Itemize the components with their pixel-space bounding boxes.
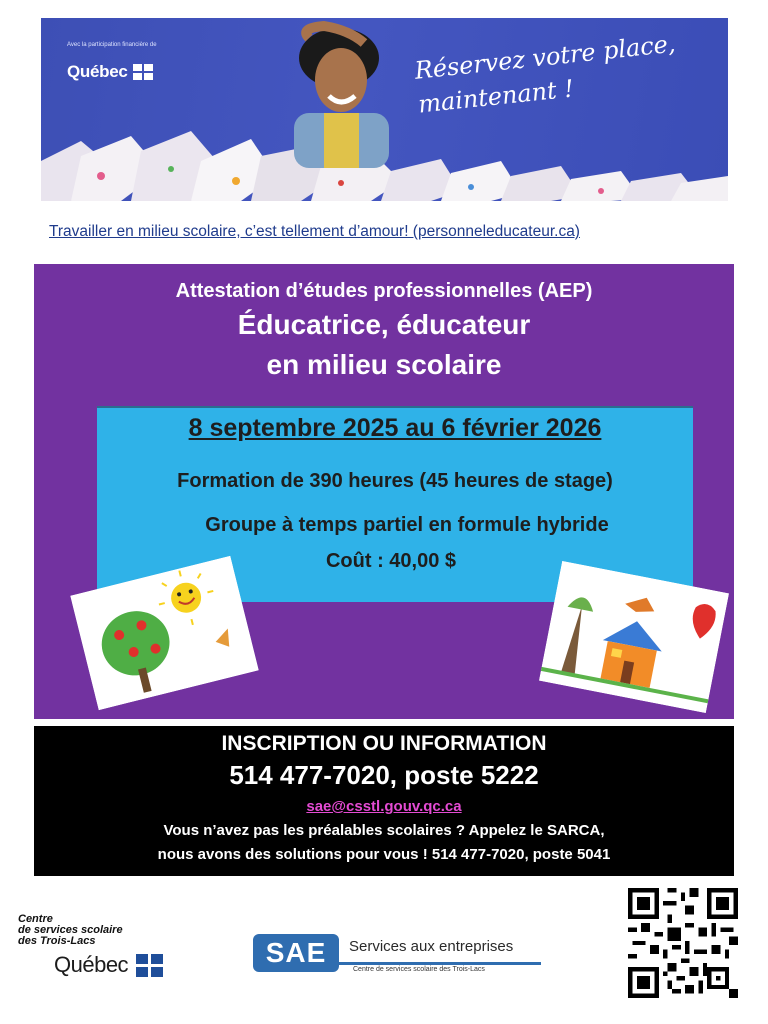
sae-swoosh [331, 962, 541, 965]
contact-phone[interactable]: 514 477-7020, poste 5222 [229, 760, 539, 790]
program-dates: 8 septembre 2025 au 6 février 2026 [188, 414, 602, 442]
program-hours: Formation de 390 heures (45 heures de stage) [177, 470, 613, 492]
sae-subtitle: Centre de services scolaire des Trois-Lacs [353, 966, 485, 973]
css-name-line-2: de services scolaire [18, 924, 123, 936]
quebec-wordmark: Québec [54, 952, 129, 977]
quebec-logo [67, 62, 153, 82]
contact-email-link[interactable]: sae@csstl.gouv.qc.ca [306, 798, 462, 815]
personnel-educateur-link[interactable]: Travailler en milieu scolaire, c’est tellement d’amour! (personneleducateur.ca) [49, 223, 580, 240]
fleur-de-lis-flag-icon [133, 64, 153, 80]
funding-credit: Avec la participation financière de [67, 42, 157, 48]
css-trois-lacs-logo [18, 914, 208, 984]
slogan-line-2: maintenant ! [416, 74, 576, 119]
program-credential: Attestation d’études professionnelles (AEP) [175, 280, 593, 302]
sae-title: Services aux entreprises [349, 938, 514, 955]
child-drawing-house-image [539, 561, 729, 713]
fleur-de-lis-flag-icon [136, 954, 163, 977]
css-name-line-1: Centre [18, 913, 53, 925]
sae-logo [253, 934, 549, 980]
program-format: Groupe à temps partiel en formule hybride [205, 514, 609, 536]
contact-panel [34, 726, 734, 876]
slogan-line-1: Réservez votre place, [413, 29, 677, 85]
banner-slogan [413, 23, 718, 122]
sarca-note-line-1: Vous n’avez pas les préalables scolaires ? Appelez le SARCA, [163, 822, 605, 839]
qr-code-icon[interactable] [628, 888, 738, 998]
sae-badge: SAE [253, 934, 339, 972]
sarca-note-line-2: nous avons des solutions pour vous ! 514 477-7020, poste 5041 [157, 846, 611, 863]
css-name-line-3: des Trois-Lacs [18, 935, 96, 947]
program-cost: Coût : 40,00 $ [325, 550, 457, 572]
hero-banner [41, 18, 728, 201]
program-title-line-2: en milieu scolaire [266, 349, 502, 380]
program-title-line-1: Éducatrice, éducateur [237, 309, 531, 340]
smiling-woman-image [269, 18, 409, 168]
quebec-wordmark: Québec [67, 62, 128, 81]
program-panel [34, 264, 734, 719]
contact-heading: INSCRIPTION OU INFORMATION [221, 732, 547, 755]
